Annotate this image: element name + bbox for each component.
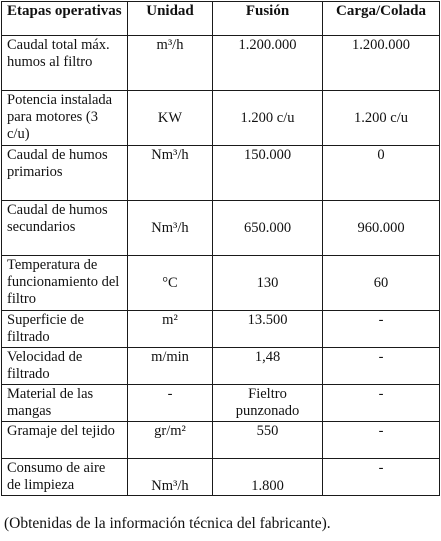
- row-label: Caudal total máx. humos al filtro: [2, 36, 128, 91]
- row-fusion: 130: [213, 256, 323, 311]
- row-fusion: 1,48: [213, 348, 323, 385]
- table-row: [2, 348, 440, 385]
- row-unit: m³/h: [128, 36, 213, 91]
- header-etapas: Etapas operativas: [2, 2, 128, 36]
- header-row: [2, 2, 440, 36]
- row-carga: 960.000: [323, 201, 440, 256]
- row-unit: -: [128, 385, 213, 422]
- row-unit: m/min: [128, 348, 213, 385]
- table-row: [2, 385, 440, 422]
- source-note: (Obtenidas de la información técnica del fabricante).: [4, 515, 331, 532]
- row-unit: °C: [128, 256, 213, 311]
- row-fusion: Fieltro punzonado: [213, 385, 323, 422]
- row-unit: Nm³/h: [128, 201, 213, 256]
- row-unit: KW: [128, 91, 213, 146]
- row-label: Potencia instalada para motores (3 c/u): [2, 91, 128, 146]
- row-fusion: 150.000: [213, 146, 323, 201]
- table-row: [2, 201, 440, 256]
- table-row: [2, 422, 440, 459]
- row-carga: -: [323, 348, 440, 385]
- row-label: Gramaje del tejido: [2, 422, 128, 459]
- row-unit: m²: [128, 311, 213, 348]
- row-fusion: 550: [213, 422, 323, 459]
- row-carga: -: [323, 459, 440, 496]
- header-carga-colada: Carga/Colada: [323, 2, 440, 36]
- row-carga: -: [323, 311, 440, 348]
- table-row: [2, 256, 440, 311]
- table-row: [2, 311, 440, 348]
- row-fusion: 650.000: [213, 201, 323, 256]
- table-row: [2, 36, 440, 91]
- row-label: Superficie de filtrado: [2, 311, 128, 348]
- table-row: [2, 459, 440, 496]
- row-label: Caudal de humos primarios: [2, 146, 128, 201]
- row-carga: -: [323, 422, 440, 459]
- specifications-table: [1, 1, 440, 496]
- row-carga: 60: [323, 256, 440, 311]
- row-unit: gr/m²: [128, 422, 213, 459]
- row-unit: Nm³/h: [128, 146, 213, 201]
- row-carga: -: [323, 385, 440, 422]
- row-carga: 0: [323, 146, 440, 201]
- row-label: Consumo de aire de limpieza: [2, 459, 128, 496]
- row-unit: Nm³/h: [128, 459, 213, 496]
- table-row: [2, 146, 440, 201]
- header-fusion: Fusión: [213, 2, 323, 36]
- row-label: Velocidad de filtrado: [2, 348, 128, 385]
- row-label: Material de las mangas: [2, 385, 128, 422]
- row-fusion: 13.500: [213, 311, 323, 348]
- row-label: Caudal de humos secundarios: [2, 201, 128, 256]
- header-unidad: Unidad: [128, 2, 213, 36]
- row-fusion: 1.200 c/u: [213, 91, 323, 146]
- row-carga: 1.200 c/u: [323, 91, 440, 146]
- row-fusion: 1.800: [213, 459, 323, 496]
- row-carga: 1.200.000: [323, 36, 440, 91]
- table-row: [2, 91, 440, 146]
- row-label: Temperatura de funcionamiento del filtro: [2, 256, 128, 311]
- row-fusion: 1.200.000: [213, 36, 323, 91]
